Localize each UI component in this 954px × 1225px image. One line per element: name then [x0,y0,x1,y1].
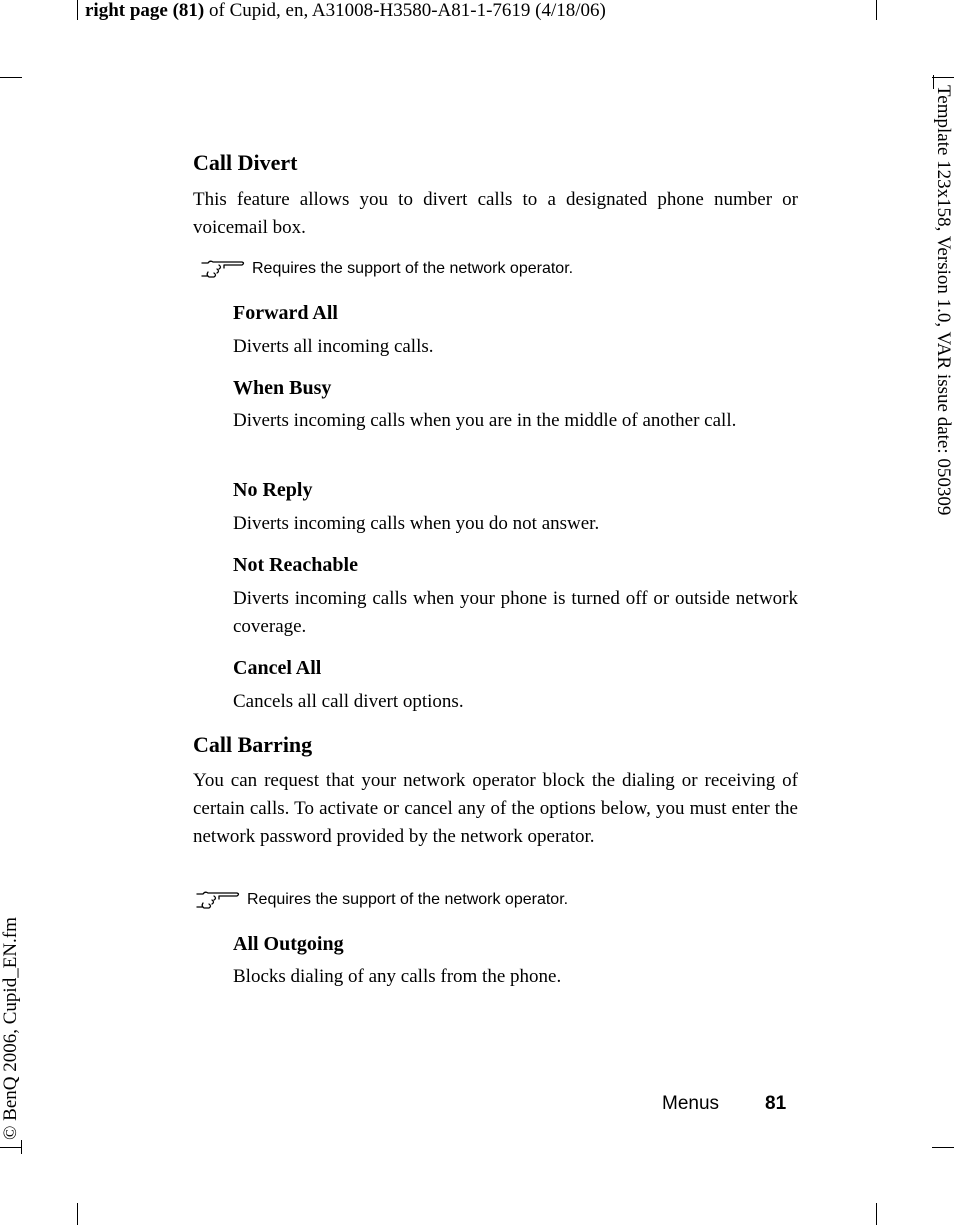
page-footer [662,1093,786,1115]
item-desc: Diverts incoming calls when you are in the middle of another call. [233,410,737,431]
template-info: Template 123x158, Version 1.0, VAR issue date: 050309 [933,85,954,516]
crop-mark [876,0,877,20]
footer-section: Menus [662,1093,720,1114]
header-page-label: right page (81) [85,0,205,21]
pointing-hand-icon [200,258,246,280]
header-file-info: of Cupid, en, A31008-H3580-A81-1-7619 (4/18/06) [204,0,606,21]
item-title: Not Reachable [233,554,358,576]
crop-mark [77,0,78,20]
item-desc: Cancels all call divert options. [233,691,464,712]
note-text: Requires the support of the network operator. [247,891,569,908]
pointing-hand-icon [195,889,241,911]
call-barring-intro: You can request that your network operator block the dialing or receiving of certain calls. To activate or cancel any of the options below, you must enter the network password provided by the network operator. [193,770,798,847]
call-divert-note [200,258,573,280]
item-title: Cancel All [233,657,322,679]
item-desc: Diverts incoming calls when you do not answer. [233,513,600,534]
note-text: Requires the support of the network operator. [252,260,574,277]
call-barring-note [195,889,568,911]
section-title-call-divert: Call Divert [193,150,298,175]
crop-mark [932,1147,954,1148]
section-title-call-barring: Call Barring [193,732,313,757]
copyright-info: © BenQ 2006, Cupid_EN.fm [0,917,21,1140]
item-title: When Busy [233,377,332,399]
item-title: No Reply [233,479,313,501]
page-number: 81 [765,1093,787,1114]
crop-mark [876,1203,877,1225]
call-divert-intro: This feature allows you to divert calls to a designated phone number or voicemail box. [193,189,798,238]
item-desc: Diverts all incoming calls. [233,336,434,357]
item-desc: Diverts incoming calls when your phone is turned off or outside network coverage. [233,588,798,637]
item-title: All Outgoing [233,933,344,955]
crop-mark [0,1147,22,1148]
crop-mark [0,77,22,78]
header-info [85,0,606,22]
item-title: Forward All [233,302,338,324]
item-desc: Blocks dialing of any calls from the phone. [233,966,562,987]
crop-mark [77,1203,78,1225]
crop-mark [932,77,954,78]
